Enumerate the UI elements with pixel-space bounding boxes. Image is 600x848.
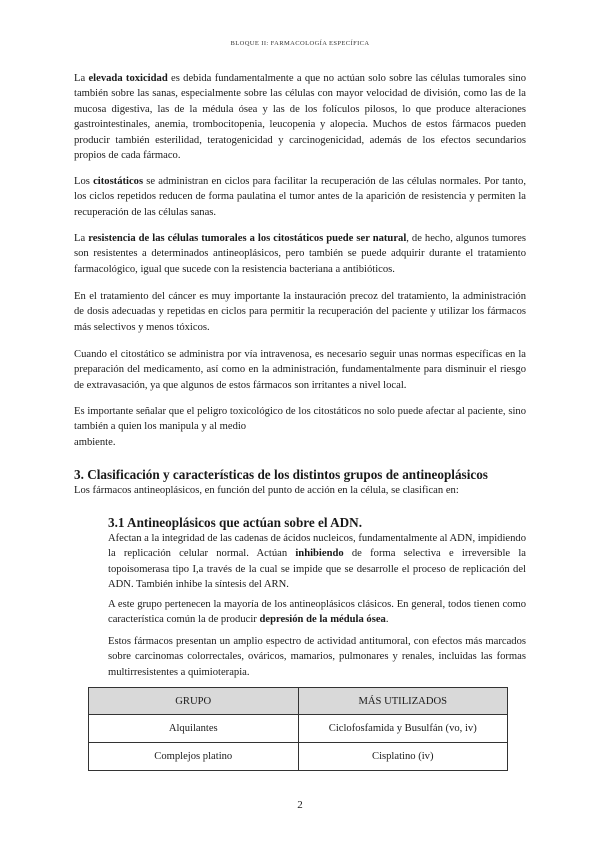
text-run: ambiente. <box>74 436 116 448</box>
text-run: La <box>74 233 89 244</box>
bold-term: citostáticos <box>93 176 144 187</box>
table-cell-drugs: Ciclofosfamida y Busulfán (vo, iv) <box>298 715 508 743</box>
text-run: de forma selectiva e irreversible la topoisomerasa tipo I,a través de la cual se impide que se desarrolle el proceso de replicación del ADN. También inhibe la síntesis del ARN. <box>108 548 526 591</box>
bold-term: depresión de la médula ósea <box>259 614 386 626</box>
paragraph-cytostatics <box>74 174 526 220</box>
bold-term: resistencia de las células tumorales a los citostáticos puede ser natural <box>88 233 407 244</box>
text-run: . <box>385 614 389 626</box>
text-run: se administran en ciclos para facilitar la recuperación de las células normales. Por tanto, los ciclos repetidos reducen de forma paulatina el tumor antes de la aparición de resistencia y permiten la recuperación de las células sanas. <box>74 176 527 218</box>
text-run: Afectan a la integridad de las cadenas de ácidos nucleicos, fundamentalmente al ADN, impidiendo la replicación celular normal. Actúan <box>108 533 527 560</box>
column-header-group: GRUPO <box>89 688 299 715</box>
table-header-row <box>89 688 508 715</box>
text-run: es debida fundamentalmente a que no actúan solo sobre las células tumorales sino también sobre las sanas, especialmente sobre las células con mayor velocidad de división, como las de la mucosa digestiva, las de la médula ósea y las de los folículos pilosos, lo que produce alteraciones gastrointestinales, anemia, trombocitopenia, leucopenia y alopecia. Muchos de estos fármacos pueden producir también esterilidad, teratogenicidad y carcinogenicidad, además de los efectos secundarios propios de cada fármaco. <box>74 73 527 162</box>
text-run: Los <box>74 176 94 187</box>
paragraph-intravenous: Cuando el citostático se administra por vía intravenosa, es necesario seguir unas normas específicas en la preparación del medicamento, así como en la administración, fundamentalmente para disminuir el riesgo de extravasación, ya que algunos de estos fármacos son irritantes a nivel local. <box>74 349 526 391</box>
bold-term: inhibiendo <box>295 548 344 560</box>
table-cell-drugs: Cisplatino (iv) <box>298 743 508 771</box>
section-3-heading: 3. Clasificación y características de los distintos grupos de antineoplásicos <box>74 467 488 482</box>
paragraph-resistance <box>74 231 526 277</box>
paragraph-spectrum: Estos fármacos presentan un amplio espectro de actividad antitumoral, con efectos más marcados sobre carcinomas colorrectales, ováricos, mamarios, pulmonares y renales, incluidas las formas multirresistentes a quimioterapia. <box>108 636 526 678</box>
bold-term: elevada toxicidad <box>88 73 168 84</box>
text-run: Es importante señalar que el peligro toxicológico de los citostáticos no solo puede afectar al paciente, sino también a quien los manipula y al medio <box>74 406 526 433</box>
table-cell-group: Complejos platino <box>89 743 299 771</box>
table-row <box>89 715 508 743</box>
paragraph-toxicity <box>74 71 526 163</box>
column-header-most-used: MÁS UTILIZADOS <box>298 688 508 715</box>
paragraph-treatment: En el tratamiento del cáncer es muy importante la instauración precoz del tratamiento, la administración de dosis adecuadas y repetidas en ciclos para permitir la recuperación del paciente y utilizar los fármacos más selectivos y menos tóxicos. <box>74 291 526 333</box>
table-cell-group: Alquilantes <box>89 715 299 743</box>
text-run: , de hecho, algunos tumores son resistentes a determinados antineoplásicos, pero también se puede adquirir durante el tratamiento farmacológico, igual que sucede con la resistencia bacteriana a antibióticos. <box>74 233 526 275</box>
paragraph-toxicological-risk <box>74 404 526 450</box>
running-header: BLOQUE II: FARMACOLOGÍA ESPECÍFICA <box>230 40 370 47</box>
section-3-intro: Los fármacos antineoplásicos, en función del punto de acción en la célula, se clasifican en: <box>74 485 459 496</box>
text-run: A este grupo pertenecen la mayoría de los antineoplásicos clásicos. En general, todos tienen como característica común la de producir <box>108 599 526 626</box>
table-row <box>89 743 508 771</box>
paragraph-classic-group <box>108 597 526 628</box>
paragraph-dna-action <box>108 531 526 593</box>
drug-group-table <box>88 687 508 771</box>
text-run: La <box>74 73 89 84</box>
page-number: 2 <box>297 799 303 811</box>
section-3-1-heading: 3.1 Antineoplásicos que actúan sobre el ADN. <box>108 515 363 530</box>
